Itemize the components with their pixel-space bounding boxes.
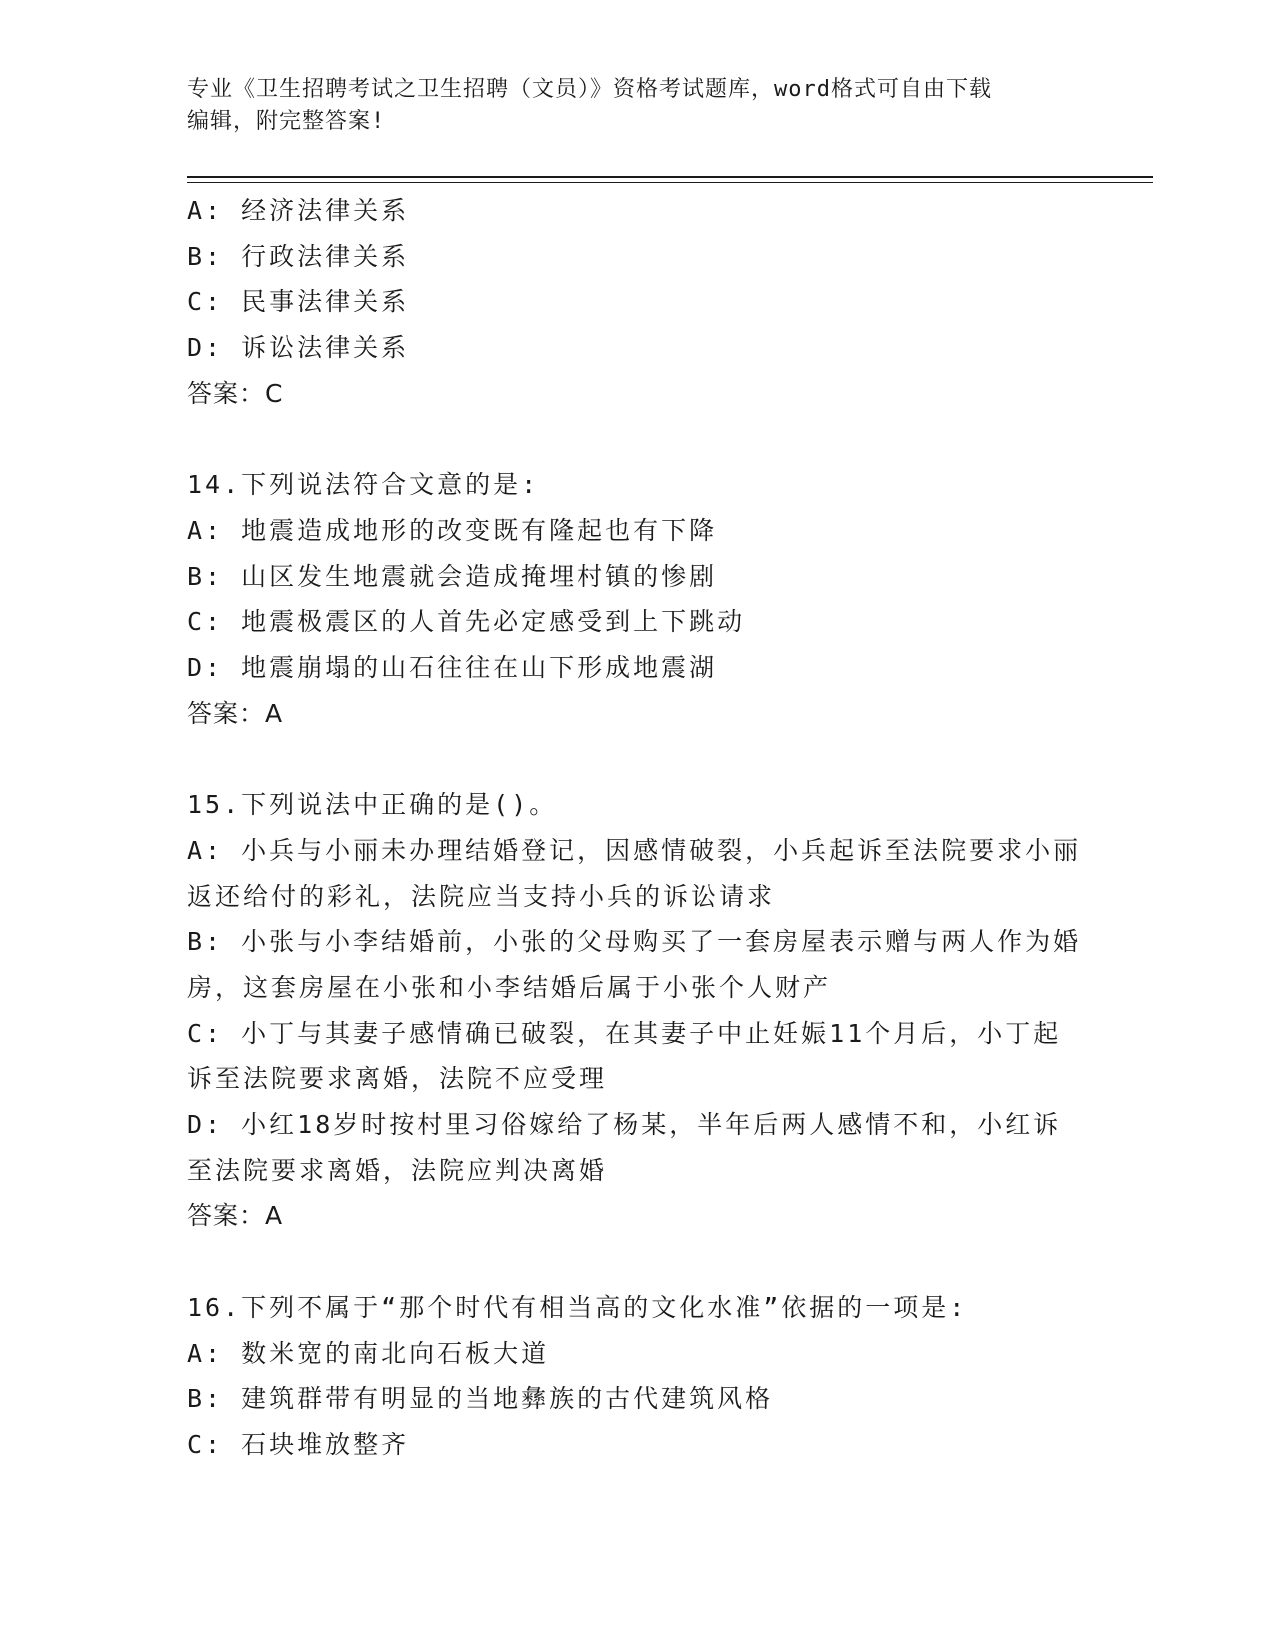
document-header <box>187 74 1067 138</box>
option-c: C: 地震极震区的人首先必定感受到上下跳动 <box>187 607 746 637</box>
question-text: 16.下列不属于“那个时代有相当高的文化水准”依据的一项是: <box>187 1292 968 1322</box>
spacer <box>187 736 1087 782</box>
option-c: C: 民事法律关系 <box>187 287 410 317</box>
question-16 <box>187 1285 1087 1468</box>
option-a: A: 经济法律关系 <box>187 196 410 225</box>
header-line-1: 专业《卫生招聘考试之卫生招聘（文员）》资格考试题库，word格式可自由下载 <box>187 77 992 102</box>
header-line-2: 编辑，附完整答案! <box>187 109 386 134</box>
option-a: A: 地震造成地形的改变既有隆起也有下降 <box>187 515 718 545</box>
option-d: D: 诉讼法律关系 <box>187 333 410 363</box>
option-b: B: 山区发生地震就会造成掩埋村镇的惨剧 <box>187 561 718 591</box>
option-c: C: 小丁与其妻子感情确已破裂，在其妻子中止妊娠11个月后，小丁起诉至法院要求离婚，法院不应受理 <box>187 1018 1062 1094</box>
option-b: B: 小张与小李结婚前，小张的父母购买了一套房屋表示赠与两人作为婚房，这套房屋在小张和小李结婚后属于小张个人财产 <box>187 927 1082 1002</box>
option-d: D: 地震崩塌的山石往往在山下形成地震湖 <box>187 653 718 683</box>
header-divider-thick <box>187 176 1153 178</box>
question-13 <box>187 188 1087 417</box>
option-b: B: 建筑群带有明显的当地彝族的古代建筑风格 <box>187 1384 774 1414</box>
option-a: A: 小兵与小丽未办理结婚登记，因感情破裂，小兵起诉至法院要求小丽返还给付的彩礼，法院应当支持小兵的诉讼请求 <box>187 835 1082 911</box>
option-a: A: 数米宽的南北向石板大道 <box>187 1338 550 1368</box>
question-list <box>187 188 1087 1468</box>
spacer <box>187 1239 1087 1285</box>
question-text: 15.下列说法中正确的是()。 <box>187 790 558 820</box>
option-c: C: 石块堆放整齐 <box>187 1429 410 1459</box>
question-14 <box>187 462 1087 736</box>
header-divider-thin <box>187 182 1153 183</box>
option-d: D: 小红18岁时按村里习俗嫁给了杨某，半年后两人感情不和，小红诉至法院要求离婚，法院应判决离婚 <box>187 1110 1062 1185</box>
option-b: B: 行政法律关系 <box>187 241 410 271</box>
answer-label: 答案：C <box>187 378 284 408</box>
question-15 <box>187 782 1087 1239</box>
answer-label: 答案：A <box>187 1201 284 1231</box>
answer-label: 答案：A <box>187 698 284 728</box>
question-text: 14.下列说法符合文意的是: <box>187 470 540 500</box>
spacer <box>187 417 1087 463</box>
